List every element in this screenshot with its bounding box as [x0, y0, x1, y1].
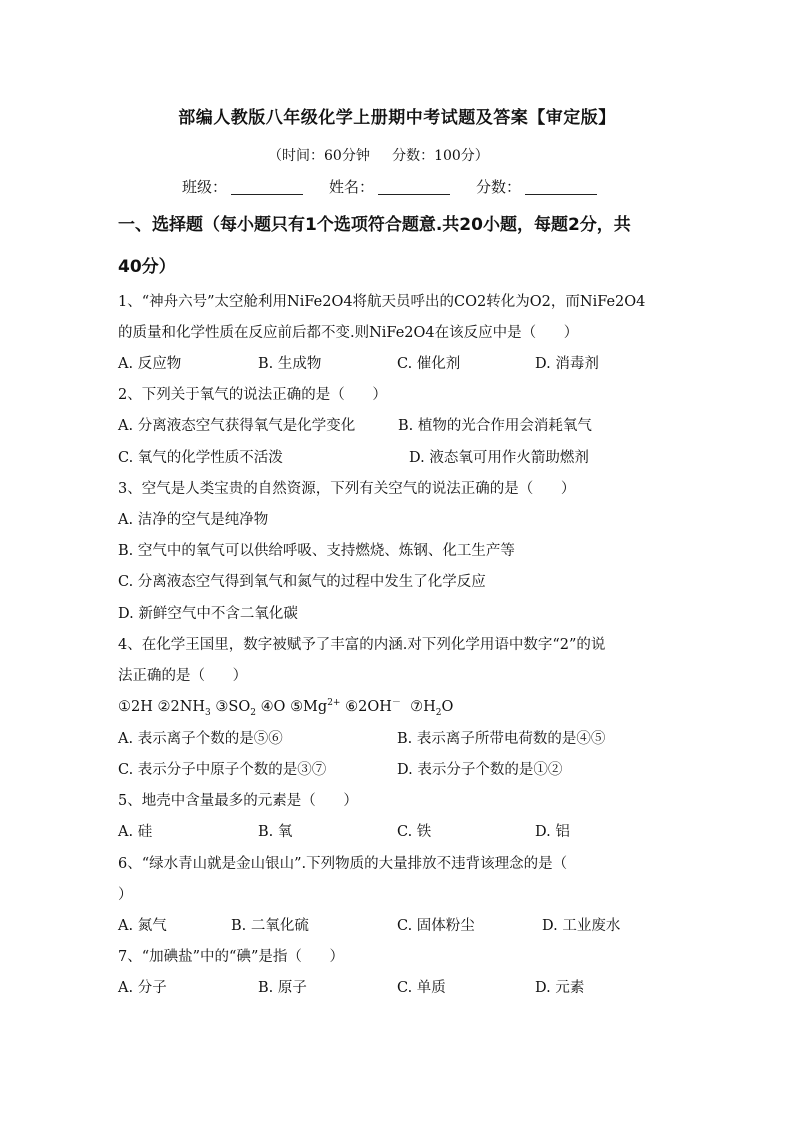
q2-option-a: A. 分离液态空气获得氧气是化学变化: [118, 418, 356, 434]
q4-option-b: B. 表示离子所带电荷数的是④⑤: [397, 731, 606, 747]
q4-formula-list: [118, 695, 453, 718]
q5-option-d: D. 铝: [535, 824, 570, 840]
question-1-text-cont: 的质量和化学性质在反应前后都不变.则NiFe2O4在该反应中是（ ）: [118, 325, 579, 341]
q5-option-c: C. 铁: [397, 824, 432, 840]
class-label: 班级：: [182, 178, 228, 196]
question-2-text: 2、下列关于氧气的说法正确的是（ ）: [118, 387, 387, 403]
formula-6: ⑥2OH－: [345, 698, 401, 715]
name-blank: [378, 179, 450, 195]
q2-option-c: C. 氧气的化学性质不活泼: [118, 450, 283, 466]
q7-option-b: B. 原子: [258, 980, 307, 996]
q4-option-c: C. 表示分子中原子个数的是③⑦: [118, 762, 327, 778]
q3-option-d: D. 新鲜空气中不含二氧化碳: [118, 606, 298, 622]
formula-2: $②2NH_3$: [157, 698, 211, 718]
question-3-text: 3、空气是人类宝贵的自然资源，下列有关空气的说法正确的是（ ）: [118, 481, 576, 497]
q1-option-d: D. 消毒剂: [535, 356, 599, 372]
q7-option-d: D. 元素: [535, 980, 585, 996]
exam-time-score: （时间：60分钟 分数：100分）: [268, 148, 489, 164]
q1-option-a: A. 反应物: [118, 356, 182, 372]
q1-option-b: B. 生成物: [258, 356, 322, 372]
q2-option-d: D. 液态氧可用作火箭助燃剂: [409, 450, 589, 466]
page-title: 部编人教版八年级化学上册期中考试题及答案【审定版】: [178, 108, 616, 128]
question-6-text: 6、“绿水青山就是金山银山”.下列物质的大量排放不违背该理念的是（: [118, 856, 568, 872]
formula-5: $⑤Mg^{2+}$: [290, 698, 341, 715]
q5-option-a: A. 硅: [118, 824, 153, 840]
q6-option-d: D. 工业废水: [542, 918, 621, 934]
class-blank: [231, 179, 303, 195]
question-6-text-cont: ）: [118, 887, 133, 903]
question-4-text-cont: 法正确的是（ ）: [118, 668, 248, 684]
score-label: 分数：: [476, 178, 522, 196]
q7-option-c: C. 单质: [397, 980, 446, 996]
question-7-text: 7、“加碘盐”中的“碘”是指（ ）: [118, 949, 345, 965]
q5-option-b: B. 氧: [258, 824, 293, 840]
question-5-text: 5、地壳中含量最多的元素是（ ）: [118, 793, 358, 809]
question-1-text: 1、“神舟六号”太空舱利用NiFe2O4将航天员呼出的CO2转化为O2，而NiFe2O4: [118, 294, 646, 310]
question-4-text: 4、在化学王国里，数字被赋予了丰富的内涵.对下列化学用语中数字“2”的说: [118, 637, 606, 653]
q3-option-b: B. 空气中的氧气可以供给呼吸、支持燃烧、炼钢、化工生产等: [118, 543, 515, 559]
q2-option-b: B. 植物的光合作用会消耗氧气: [398, 418, 592, 434]
q6-option-c: C. 固体粉尘: [397, 918, 475, 934]
formula-4: ④O: [260, 698, 286, 715]
formula-1: ①2H: [118, 698, 153, 715]
q3-option-c: C. 分离液态空气得到氧气和氮气的过程中发生了化学反应: [118, 574, 486, 590]
formula-7: $⑦H_2O$: [410, 698, 454, 718]
q6-option-a: A. 氮气: [118, 918, 167, 934]
q6-option-b: B. 二氧化硫: [231, 918, 309, 934]
q1-option-c: C. 催化剂: [397, 356, 461, 372]
q4-option-a: A. 表示离子个数的是⑤⑥: [118, 731, 283, 747]
q4-option-d: D. 表示分子个数的是①②: [397, 762, 563, 778]
q3-option-a: A. 洁净的空气是纯净物: [118, 512, 269, 528]
section-heading: 一、选择题（每小题只有1个选项符合题意.共20小题，每题2分，共: [118, 215, 631, 235]
score-blank: [525, 179, 597, 195]
name-label: 姓名：: [329, 178, 375, 196]
section-heading-cont: 40分）: [118, 257, 176, 277]
formula-3: $③SO_2$: [215, 698, 256, 718]
q7-option-a: A. 分子: [118, 980, 167, 996]
student-info-row: [182, 176, 623, 197]
